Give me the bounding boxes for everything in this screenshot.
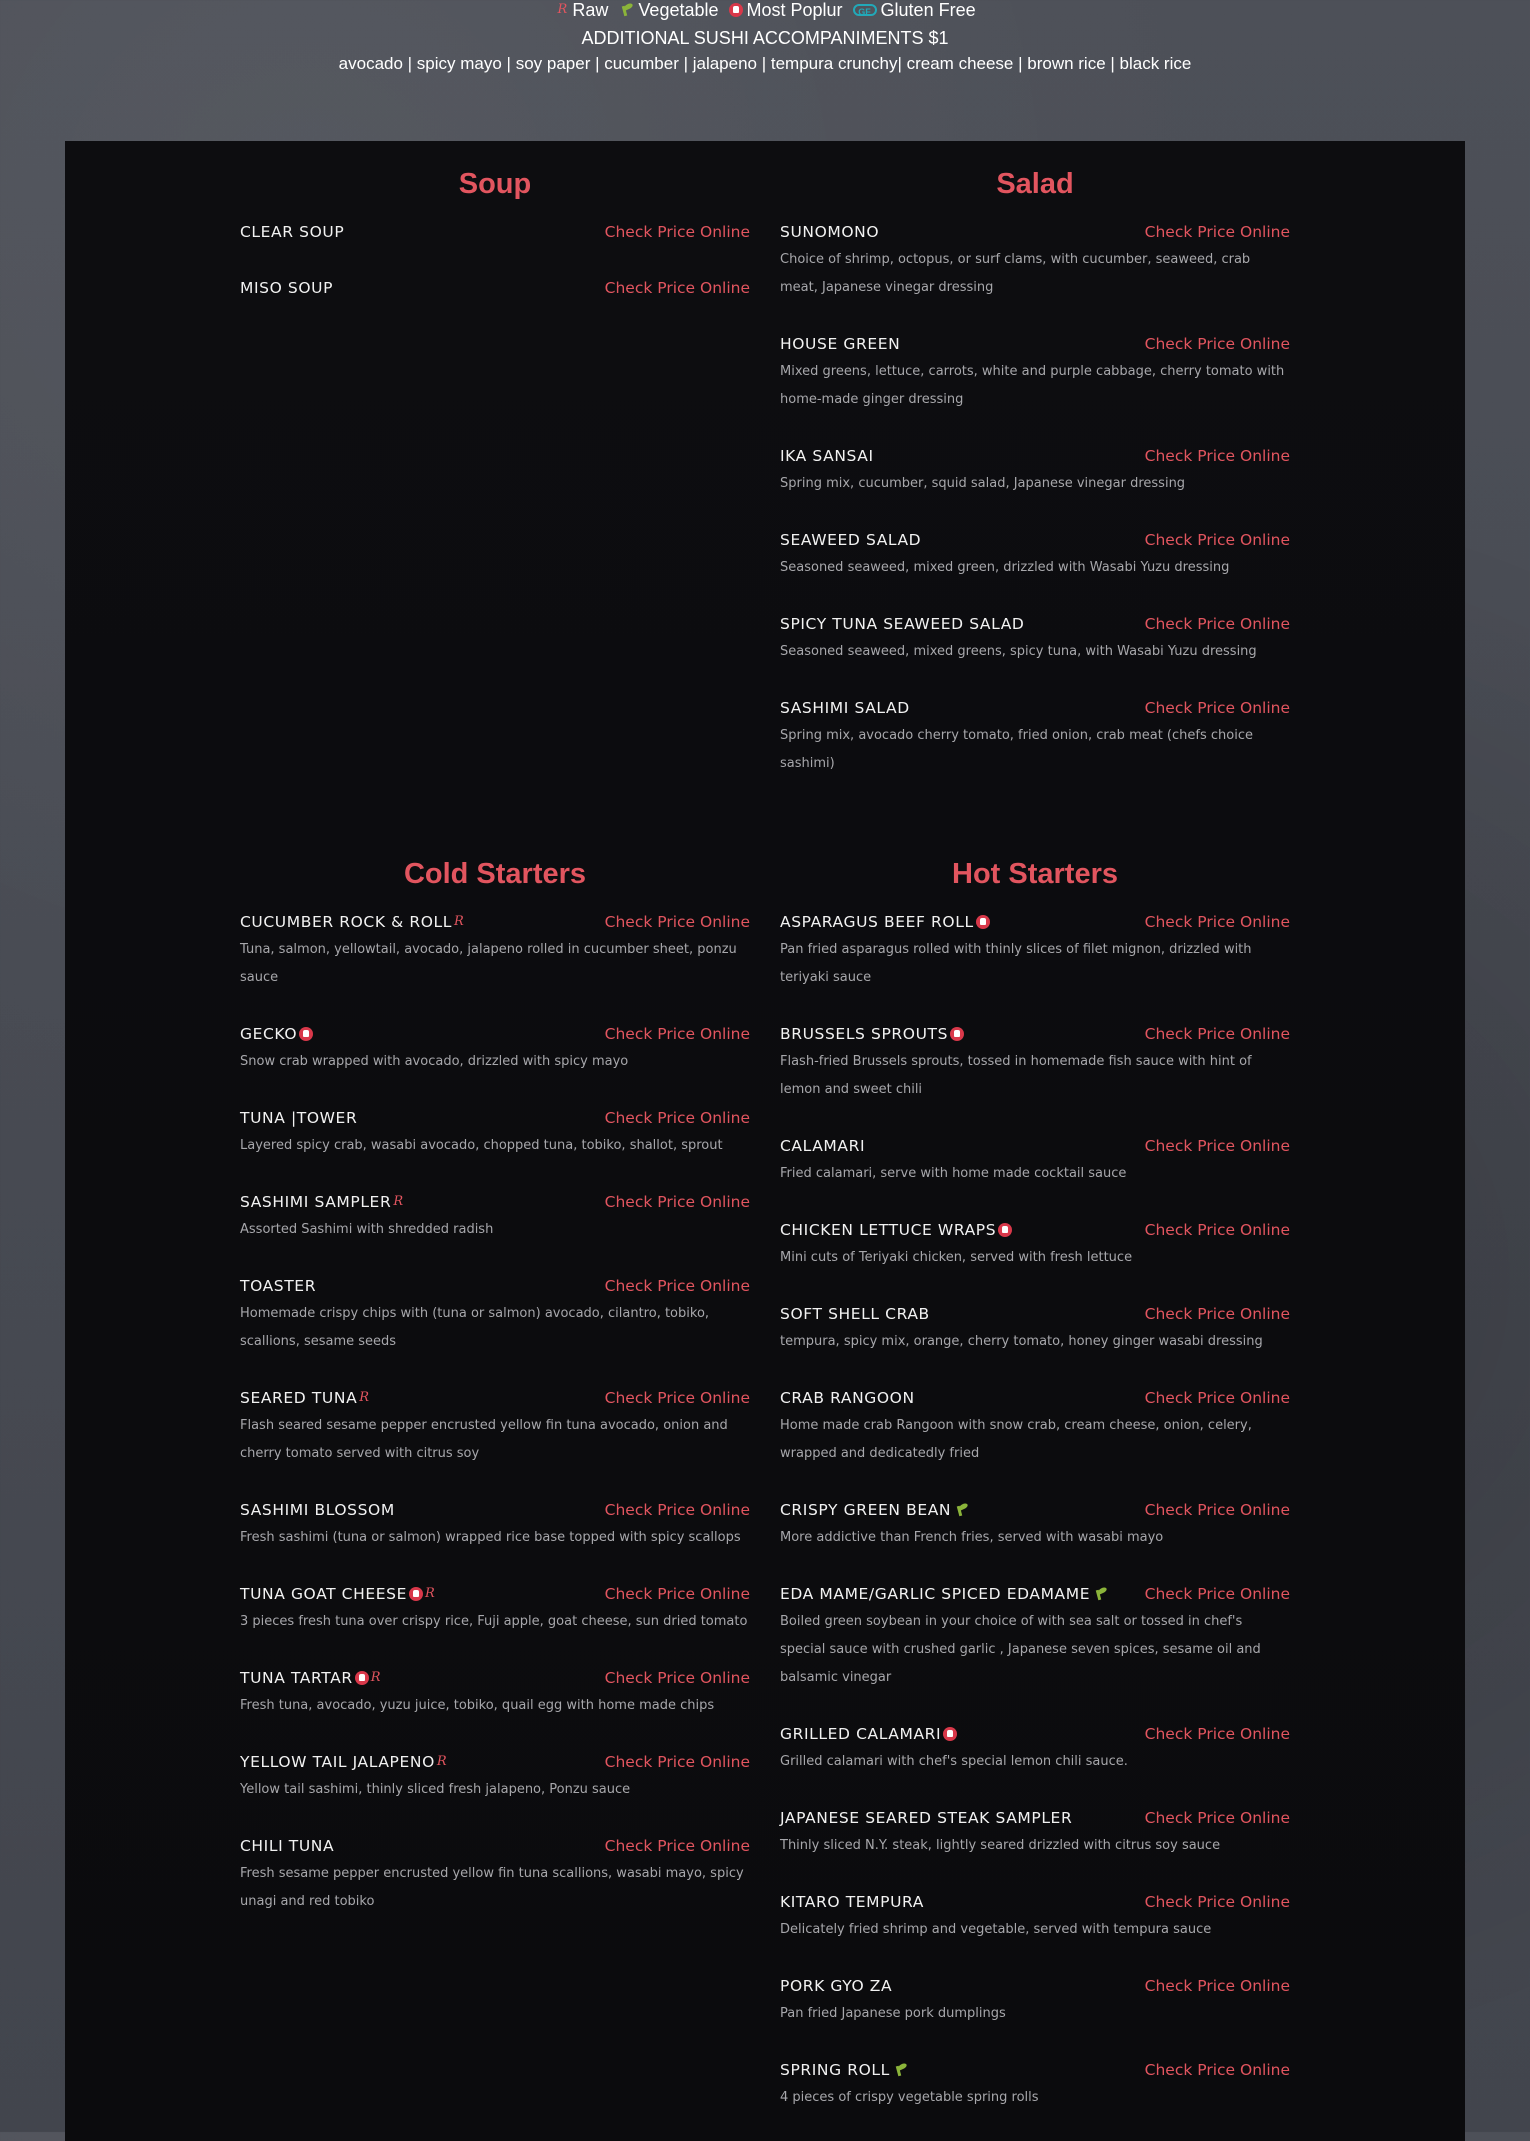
menu-item-name: [240, 1389, 371, 1407]
check-price-link[interactable]: Check Price Online: [1144, 447, 1290, 465]
menu-item-name-text: SASHIMI SAMPLER: [240, 1193, 392, 1211]
menu-item-description: Boiled green soybean in your choice of with sea salt or tossed in chef's special sauce with crushed garlic , Japanese seven spices, sesame oil and balsamic vinegar: [780, 1614, 1261, 1685]
vegetable-icon: [892, 2063, 908, 2077]
menu-item-row: [240, 1020, 750, 1048]
menu-item-name-text: CRAB RANGOON: [780, 1389, 915, 1407]
menu-item-description: Fried calamari, serve with home made cocktail sauce: [780, 1166, 1127, 1181]
vegetable-icon: [1092, 1587, 1108, 1601]
menu-item-name-text: GECKO: [240, 1025, 298, 1043]
menu-item: [780, 1132, 1290, 1188]
menu-item-name-text: YELLOW TAIL JALAPENO: [240, 1753, 435, 1771]
menu-item-description: Fresh tuna, avocado, yuzu juice, tobiko, quail egg with home made chips: [240, 1698, 715, 1713]
menu-item-name: [780, 1725, 957, 1743]
menu-item-name-text: IKA SANSAI: [780, 447, 874, 465]
check-price-link[interactable]: Check Price Online: [1144, 335, 1290, 353]
item-list: [240, 218, 750, 302]
section-soup: [240, 164, 750, 302]
menu-item-row: [240, 1188, 750, 1216]
menu-item: [780, 1020, 1290, 1104]
check-price-link[interactable]: Check Price Online: [1144, 223, 1290, 241]
raw-icon: R: [453, 914, 465, 929]
menu-item-name-text: CHICKEN LETTUCE WRAPS: [780, 1221, 997, 1239]
menu-item: [780, 1580, 1290, 1692]
menu-item: [240, 218, 750, 246]
section-title: Hot Starters: [952, 858, 1118, 890]
menu-item-name: [240, 1193, 405, 1211]
menu-header: [0, 0, 1530, 76]
check-price-link[interactable]: Check Price Online: [1144, 1977, 1290, 1995]
menu-item-row: [240, 218, 750, 246]
item-list: [780, 218, 1290, 778]
menu-item-name-text: HOUSE GREEN: [780, 335, 901, 353]
menu-item-description: Thinly sliced N.Y. steak, lightly seared drizzled with citrus soy sauce: [780, 1838, 1221, 1853]
menu-item-description: Mini cuts of Teriyaki chicken, served with fresh lettuce: [780, 1250, 1133, 1265]
menu-item: [780, 610, 1290, 666]
menu-item-row: [780, 2056, 1290, 2084]
check-price-link[interactable]: Check Price Online: [604, 913, 750, 931]
menu-item-description: Homemade crispy chips with (tuna or salmon) avocado, cilantro, tobiko, scallions, sesame seeds: [240, 1306, 710, 1349]
menu-item-name: [780, 531, 921, 549]
menu-item-description: Flash seared sesame pepper encrusted yellow fin tuna avocado, onion and cherry tomato served with citrus soy: [240, 1418, 728, 1461]
menu-item-description: Assorted Sashimi with shredded radish: [240, 1222, 494, 1237]
legend-raw-label: Raw: [572, 0, 609, 20]
menu-item-row: [780, 442, 1290, 470]
check-price-link[interactable]: Check Price Online: [604, 223, 750, 241]
menu-item-name-text: TUNA GOAT CHEESE: [240, 1585, 407, 1603]
section-title: Soup: [458, 168, 532, 200]
thumbs-up-icon: [355, 1671, 369, 1685]
menu-item-description: Layered spicy crab, wasabi avocado, chopped tuna, tobiko, shallot, sprout: [240, 1138, 723, 1153]
menu-item-row: [780, 526, 1290, 554]
check-price-link[interactable]: Check Price Online: [1144, 1725, 1290, 1743]
menu-item-name-text: JAPANESE SEARED STEAK SAMPLER: [780, 1809, 1073, 1827]
menu-item-description: Pan fried Japanese pork dumplings: [780, 2006, 1006, 2021]
menu-item-name: [780, 223, 879, 241]
menu-item: [240, 1832, 750, 1916]
menu-item-row: [780, 1216, 1290, 1244]
menu-item-name-text: SPRING ROLL: [780, 2061, 890, 2079]
section-hot-starters: [780, 854, 1290, 2112]
menu-item-row: [780, 1580, 1290, 1608]
legend-vegetable: [616, 0, 718, 20]
menu-item-name-text: SASHIMI SALAD: [780, 699, 910, 717]
menu-item-row: [780, 1384, 1290, 1412]
menu-item-row: [780, 908, 1290, 936]
menu-item: [240, 1020, 750, 1076]
legend-gluten-free-label: Gluten Free: [880, 0, 976, 20]
section-salad: [780, 164, 1290, 778]
menu-item: [240, 908, 750, 992]
menu-item: [780, 1300, 1290, 1356]
menu-item-name-text: EDA MAME/GARLIC SPICED EDAMAME: [780, 1585, 1091, 1603]
raw-icon: R: [370, 1670, 382, 1685]
menu-item-name-text: SOFT SHELL CRAB: [780, 1305, 930, 1323]
check-price-link[interactable]: Check Price Online: [1144, 615, 1290, 633]
menu-item: [240, 1748, 750, 1804]
check-price-link[interactable]: Check Price Online: [604, 1109, 750, 1127]
thumbs-up-icon: [950, 1027, 964, 1041]
menu-item-name: [780, 1809, 1072, 1827]
menu-item-name-text: SEARED TUNA: [240, 1389, 358, 1407]
check-price-link[interactable]: Check Price Online: [1144, 1809, 1290, 1827]
menu-item-description: Seasoned seaweed, mixed greens, spicy tuna, with Wasabi Yuzu dressing: [780, 644, 1257, 659]
menu-item-description: Mixed greens, lettuce, carrots, white and purple cabbage, cherry tomato with home-made ginger dressing: [780, 364, 1285, 407]
legend-vegetable-label: Vegetable: [638, 0, 719, 20]
check-price-link[interactable]: Check Price Online: [604, 1501, 750, 1519]
vegetable-icon: [953, 1503, 969, 1517]
menu-item-row: [780, 610, 1290, 638]
menu-item-description: Tuna, salmon, yellowtail, avocado, jalapeno rolled in cucumber sheet, ponzu sauce: [240, 942, 737, 985]
menu-item-row: [240, 274, 750, 302]
menu-item-row: [240, 1664, 750, 1692]
menu-item-row: [780, 694, 1290, 722]
menu-item-row: [780, 1020, 1290, 1048]
menu-item-name-text: PORK GYO ZA: [780, 1977, 893, 1995]
check-price-link[interactable]: Check Price Online: [1144, 531, 1290, 549]
menu-item-name: [780, 1305, 930, 1323]
menu-item-name: [780, 1501, 969, 1519]
thumbs-up-icon: [998, 1223, 1012, 1237]
menu-item-name: [780, 1585, 1108, 1603]
section-title: Cold Starters: [403, 858, 587, 890]
menu-item-name-text: BRUSSELS SPROUTS: [780, 1025, 949, 1043]
menu-item-name-text: TUNA |TOWER: [240, 1109, 358, 1127]
menu-item-name: [240, 1109, 357, 1127]
menu-item: [780, 1804, 1290, 1860]
menu-item-name: [240, 1501, 395, 1519]
menu-item: [240, 1384, 750, 1468]
menu-item-name-text: MISO SOUP: [240, 279, 334, 297]
gluten-free-icon: GF: [853, 4, 877, 16]
check-price-link[interactable]: Check Price Online: [1144, 1137, 1290, 1155]
raw-icon: R: [557, 2, 568, 17]
menu-item-description: Fresh sashimi (tuna or salmon) wrapped rice base topped with spicy scallops: [240, 1530, 741, 1545]
menu-item-row: [240, 1496, 750, 1524]
check-price-link[interactable]: Check Price Online: [604, 1193, 750, 1211]
menu-item-row: [240, 1104, 750, 1132]
check-price-link[interactable]: Check Price Online: [604, 1277, 750, 1295]
menu-item: [780, 1216, 1290, 1272]
menu-item: [780, 526, 1290, 582]
thumbs-up-icon: [729, 3, 743, 17]
menu-item-row: [240, 908, 750, 936]
menu-item-name-text: SUNOMONO: [780, 223, 880, 241]
menu-item-row: [780, 1804, 1290, 1832]
check-price-link[interactable]: Check Price Online: [1144, 1585, 1290, 1603]
menu-item-name-text: CRISPY GREEN BEAN: [780, 1501, 952, 1519]
check-price-link[interactable]: Check Price Online: [1144, 913, 1290, 931]
menu-item-description: Fresh sesame pepper encrusted yellow fin tuna scallions, wasabi mayo, spicy unagi and red tobiko: [240, 1866, 744, 1909]
menu-item-description: Spring mix, cucumber, squid salad, Japanese vinegar dressing: [780, 476, 1186, 491]
thumbs-up-icon: [976, 915, 990, 929]
thumbs-up-icon: [299, 1027, 313, 1041]
menu-item-description: Snow crab wrapped with avocado, drizzled with spicy mayo: [240, 1054, 629, 1069]
check-price-link[interactable]: Check Price Online: [1144, 2061, 1290, 2079]
menu-item: [780, 1496, 1290, 1552]
menu-item: [240, 1580, 750, 1636]
menu-item: [780, 908, 1290, 992]
menu-item-name: [780, 699, 910, 717]
menu-item-row: [240, 1272, 750, 1300]
check-price-link[interactable]: Check Price Online: [604, 279, 750, 297]
menu-item-name-text: KITARO TEMPURA: [780, 1893, 924, 1911]
menu-item-description: More addictive than French fries, served with wasabi mayo: [780, 1530, 1164, 1545]
menu-item: [780, 1384, 1290, 1468]
menu-item: [780, 1888, 1290, 1944]
accompaniments-list: avocado | spicy mayo | soy paper | cucumber | jalapeno | tempura crunchy| cream cheese | brown rice | black rice: [338, 54, 1192, 73]
menu-item-name: [240, 1277, 316, 1295]
menu-item-name-text: SPICY TUNA SEAWEED SALAD: [780, 615, 1025, 633]
menu-item-row: [780, 1972, 1290, 2000]
check-price-link[interactable]: Check Price Online: [1144, 1501, 1290, 1519]
menu-item-name: [780, 1137, 865, 1155]
menu-item-description: Grilled calamari with chef's special lemon chili sauce.: [780, 1754, 1128, 1769]
check-price-link[interactable]: Check Price Online: [1144, 1305, 1290, 1323]
menu-item-name: [240, 223, 344, 241]
legend-gluten-free: [851, 0, 976, 20]
menu-item-description: tempura, spicy mix, orange, cherry tomato, honey ginger wasabi dressing: [780, 1334, 1263, 1349]
check-price-link[interactable]: Check Price Online: [604, 1585, 750, 1603]
menu-item: [780, 330, 1290, 414]
menu-item-row: [780, 1720, 1290, 1748]
section-cold-starters: [240, 854, 750, 1916]
menu-item-row: [240, 1384, 750, 1412]
thumbs-up-icon: [409, 1587, 423, 1601]
raw-icon: R: [436, 1754, 448, 1769]
menu-item-row: [240, 1748, 750, 1776]
menu-item: [240, 1188, 750, 1244]
check-price-link[interactable]: Check Price Online: [604, 1753, 750, 1771]
menu-item-name: [780, 1025, 964, 1043]
menu-item-row: [780, 1300, 1290, 1328]
menu-item-name: [240, 1753, 449, 1771]
menu-item-name: [240, 1585, 437, 1603]
menu-item-name: [780, 1389, 915, 1407]
check-price-link[interactable]: Check Price Online: [604, 1837, 750, 1855]
menu-item-description: 4 pieces of crispy vegetable spring rolls: [780, 2090, 1039, 2105]
menu-item: [240, 274, 750, 302]
menu-item-name-text: SEAWEED SALAD: [780, 531, 922, 549]
check-price-link[interactable]: Check Price Online: [604, 1025, 750, 1043]
menu-item-row: [780, 1888, 1290, 1916]
thumbs-up-icon: [943, 1727, 957, 1741]
menu-item: [780, 2056, 1290, 2112]
menu-item-name: [240, 1669, 383, 1687]
menu-item-name: [240, 913, 466, 931]
raw-icon: R: [393, 1194, 404, 1209]
legend-raw: [554, 0, 608, 20]
menu-item-description: Flash-fried Brussels sprouts, tossed in homemade fish sauce with hint of lemon and sweet chili: [780, 1054, 1252, 1097]
menu-item: [240, 1496, 750, 1552]
menu-item-name: [240, 1837, 334, 1855]
menu-item-row: [780, 1496, 1290, 1524]
menu-item-row: [780, 1132, 1290, 1160]
menu-item-description: Spring mix, avocado cherry tomato, fried onion, crab meat (chefs choice sashimi): [780, 728, 1253, 771]
menu-item-name-text: CHILI TUNA: [240, 1837, 335, 1855]
menu-item-name: [240, 1025, 313, 1043]
check-price-link[interactable]: Check Price Online: [1144, 1389, 1290, 1407]
menu-item-description: Seasoned seaweed, mixed green, drizzled with Wasabi Yuzu dressing: [780, 560, 1230, 575]
menu-item-description: 3 pieces fresh tuna over crispy rice, Fuji apple, goat cheese, sun dried tomato: [240, 1614, 748, 1629]
vegetable-icon: [618, 3, 634, 17]
additional-accompaniments-title: ADDITIONAL SUSHI ACCOMPANIMENTS $1: [581, 28, 949, 48]
menu-item-name: [780, 615, 1024, 633]
menu-item-name: [780, 335, 900, 353]
section-title: Salad: [996, 168, 1074, 200]
menu-item-name: [780, 2061, 908, 2079]
menu-panel: [65, 141, 1465, 2141]
item-list: [240, 908, 750, 1916]
menu-item-name-text: TOASTER: [240, 1277, 317, 1295]
check-price-link[interactable]: Check Price Online: [1144, 699, 1290, 717]
menu-item-description: Yellow tail sashimi, thinly sliced fresh jalapeno, Ponzu sauce: [240, 1782, 631, 1797]
legend-popular: [727, 0, 843, 20]
item-list: [780, 908, 1290, 2112]
menu-item-description: Pan fried asparagus rolled with thinly slices of filet mignon, drizzled with teriyaki sauce: [780, 942, 1252, 985]
menu-item-name-text: TUNA TARTAR: [240, 1669, 353, 1687]
menu-item-name-text: CALAMARI: [780, 1137, 866, 1155]
menu-item-name: [780, 447, 874, 465]
check-price-link[interactable]: Check Price Online: [604, 1389, 750, 1407]
menu-item: [780, 442, 1290, 498]
check-price-link[interactable]: Check Price Online: [1144, 1893, 1290, 1911]
menu-item-name-text: CLEAR SOUP: [240, 223, 345, 241]
check-price-link[interactable]: Check Price Online: [604, 1669, 750, 1687]
menu-item-description: Delicately fried shrimp and vegetable, served with tempura sauce: [780, 1922, 1212, 1937]
menu-item-name-text: CUCUMBER ROCK & ROLL: [240, 913, 452, 931]
legend: [0, 0, 1530, 20]
menu-item-row: [240, 1832, 750, 1860]
menu-item: [780, 218, 1290, 302]
raw-icon: R: [359, 1390, 370, 1405]
menu-item-name-text: ASPARAGUS BEEF ROLL: [780, 913, 974, 931]
check-price-link[interactable]: Check Price Online: [1144, 1025, 1290, 1043]
menu-item-description: Choice of shrimp, octopus, or surf clams, with cucumber, seaweed, crab meat, Japanese vinegar dressing: [780, 252, 1251, 295]
legend-popular-label: Most Poplur: [746, 0, 843, 20]
menu-item: [780, 694, 1290, 778]
menu-item: [240, 1104, 750, 1160]
menu-item: [780, 1972, 1290, 2028]
menu-item-name: [780, 1977, 892, 1995]
menu-item-row: [780, 218, 1290, 246]
menu-item-row: [780, 330, 1290, 358]
menu-item-name-text: SASHIMI BLOSSOM: [240, 1501, 395, 1519]
menu-item-name-text: GRILLED CALAMARI: [780, 1725, 942, 1743]
check-price-link[interactable]: Check Price Online: [1144, 1221, 1290, 1239]
menu-item: [240, 1664, 750, 1720]
menu-item: [240, 1272, 750, 1356]
raw-icon: R: [424, 1586, 436, 1601]
menu-item: [780, 1720, 1290, 1776]
menu-item-name: [780, 913, 990, 931]
menu-item-name: [780, 1221, 1012, 1239]
menu-item-row: [240, 1580, 750, 1608]
menu-item-name: [780, 1893, 924, 1911]
menu-item-name: [240, 279, 333, 297]
menu-item-description: Home made crab Rangoon with snow crab, cream cheese, onion, celery, wrapped and dedicatedly fried: [780, 1418, 1252, 1461]
